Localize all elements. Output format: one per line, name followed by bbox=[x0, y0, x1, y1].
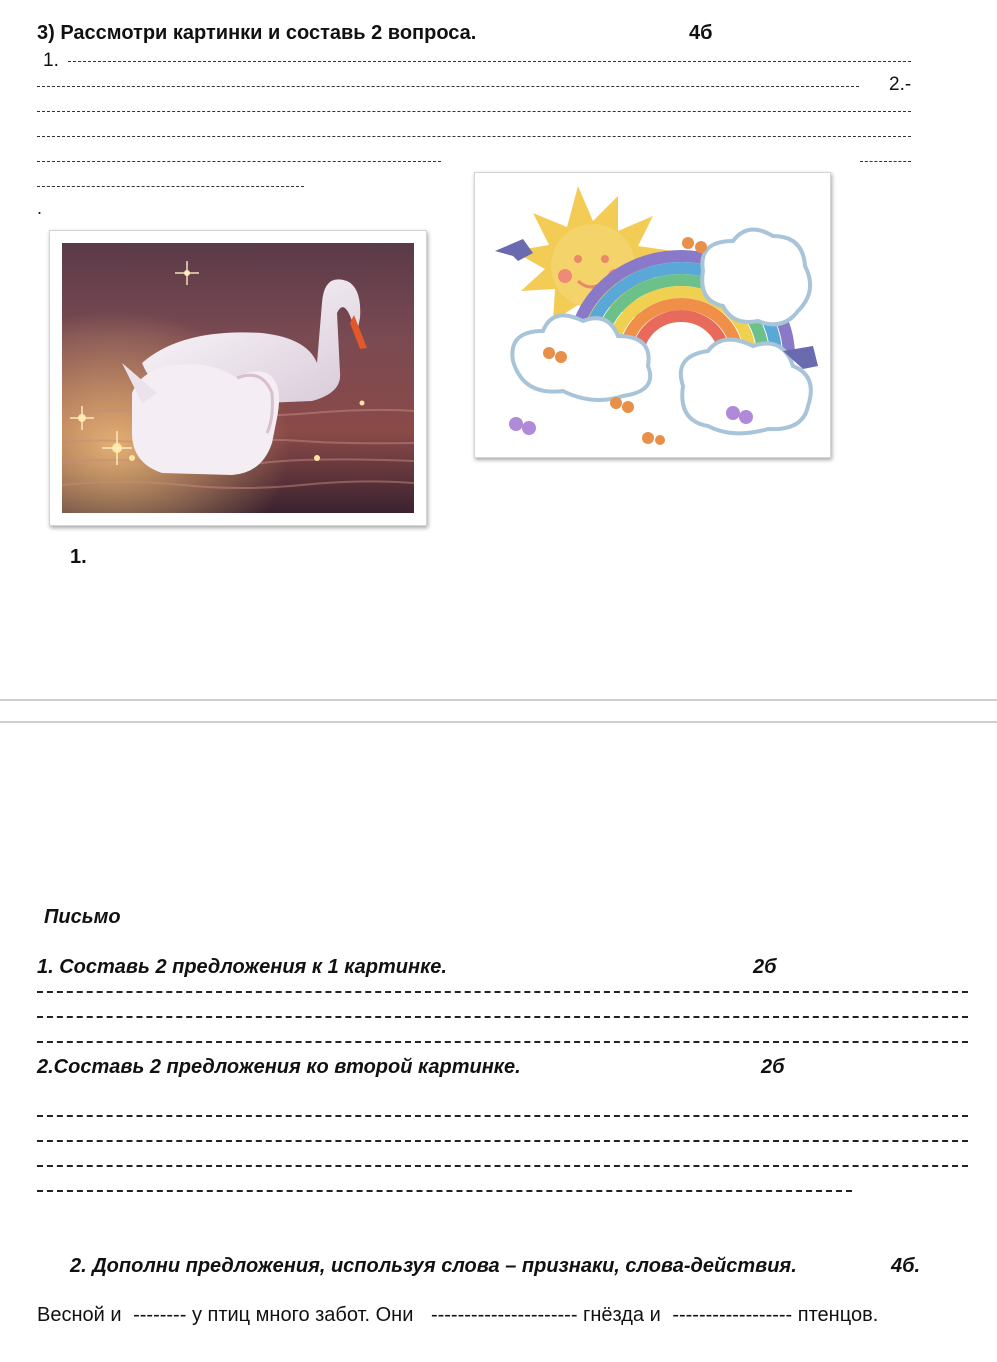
answer-line[interactable] bbox=[37, 1115, 968, 1117]
answer-line[interactable] bbox=[37, 136, 911, 137]
fill-task-points: 4б. bbox=[891, 1255, 921, 1277]
page-separator bbox=[0, 721, 997, 723]
answer-line-1-label: 1. bbox=[43, 50, 59, 71]
answer-line[interactable] bbox=[37, 1016, 968, 1018]
writing-title: Письмо bbox=[44, 906, 121, 928]
answer-line[interactable] bbox=[37, 161, 441, 162]
writing-task2-points: 2б bbox=[761, 1056, 785, 1078]
answer-line[interactable] bbox=[37, 1041, 968, 1043]
fill-task-heading: 2. Дополни предложения, используя слова – признаки, слова-действия. bbox=[70, 1255, 797, 1277]
sentence-part: у птиц много забот. Они bbox=[191, 1304, 414, 1326]
picture-caption-1: 1. bbox=[70, 546, 87, 568]
sentence-part: Весной и bbox=[37, 1304, 122, 1326]
writing-task1-text: 1. Составь 2 предложения к 1 картинке. bbox=[37, 956, 447, 978]
answer-line[interactable] bbox=[37, 1165, 968, 1167]
sentence-part: птенцов. bbox=[797, 1304, 879, 1326]
answer-line[interactable] bbox=[37, 1140, 968, 1142]
blank-field[interactable]: ------------------ bbox=[672, 1304, 793, 1326]
answer-line[interactable] bbox=[860, 161, 911, 162]
answer-line[interactable] bbox=[37, 186, 304, 187]
answer-line[interactable] bbox=[68, 61, 911, 62]
writing-task2-text: 2.Составь 2 предложения ко второй картинке. bbox=[37, 1056, 521, 1078]
answer-line[interactable] bbox=[37, 111, 911, 112]
rainbow-picture bbox=[483, 181, 821, 449]
writing-task1-points: 2б bbox=[753, 956, 777, 978]
stray-dot: . bbox=[37, 198, 43, 218]
answer-line[interactable] bbox=[37, 1190, 852, 1192]
blank-field[interactable]: ---------------------- bbox=[430, 1304, 578, 1326]
front-swan bbox=[132, 364, 279, 475]
answer-line[interactable] bbox=[37, 991, 968, 993]
blank-field[interactable]: -------- bbox=[133, 1304, 187, 1326]
fill-sentence bbox=[37, 1304, 878, 1327]
swan-picture-frame bbox=[49, 230, 427, 526]
task3-heading: 3) Рассмотри картинки и составь 2 вопроса. bbox=[37, 22, 477, 44]
swan-picture bbox=[62, 243, 414, 513]
sentence-part: гнёзда и bbox=[583, 1304, 661, 1326]
answer-line[interactable] bbox=[37, 86, 859, 87]
rainbow-picture-frame bbox=[474, 172, 831, 458]
task3-points: 4б bbox=[689, 22, 713, 44]
page-separator bbox=[0, 699, 997, 701]
answer-line-2-label: 2.- bbox=[889, 74, 912, 95]
